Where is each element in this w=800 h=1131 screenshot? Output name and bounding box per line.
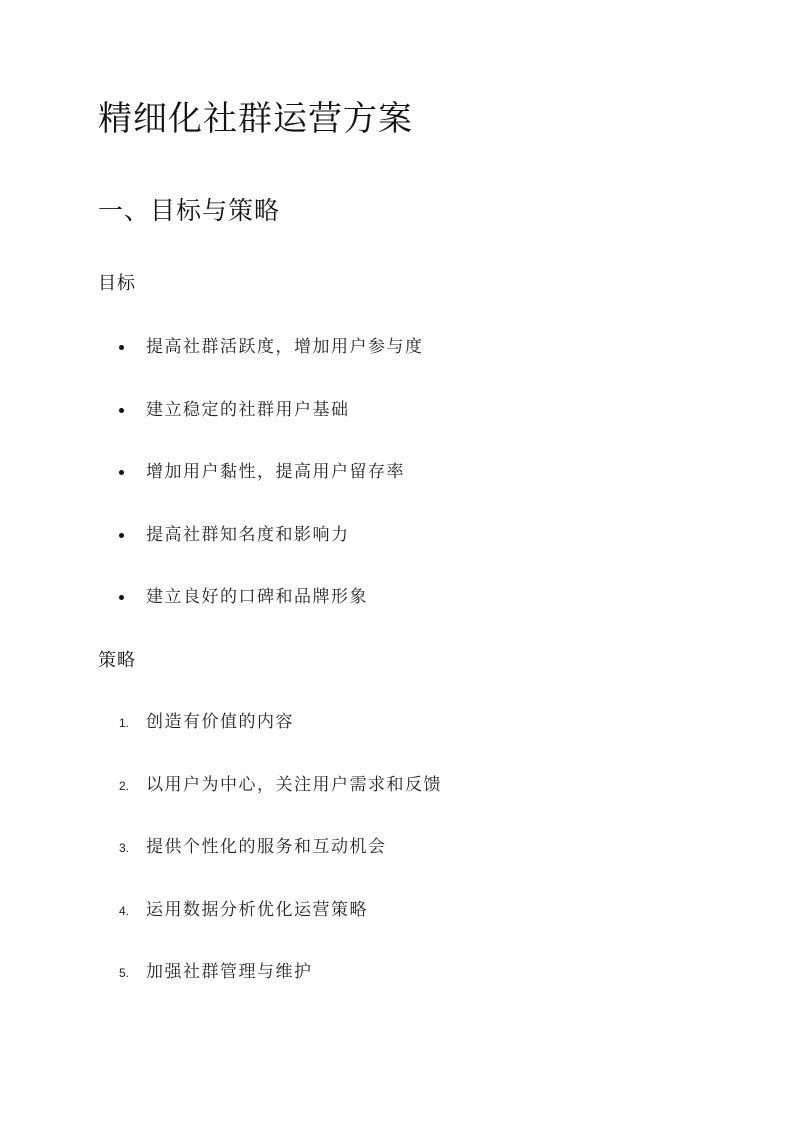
document-title: 精细化社群运营方案	[98, 99, 413, 139]
goals-heading: 目标	[98, 273, 136, 294]
strategy-text: 运用数据分析优化运营策略	[146, 899, 368, 920]
list-item	[0, 458, 800, 521]
bullet-icon	[119, 345, 124, 350]
strategy-heading: 策略	[98, 650, 136, 671]
strategy-text: 以用户为中心，关注用户需求和反馈	[146, 774, 442, 795]
bullet-icon	[119, 470, 124, 475]
list-item	[0, 833, 800, 896]
item-number: 1.	[119, 716, 130, 730]
list-item	[0, 333, 800, 396]
list-item	[0, 521, 800, 584]
list-item	[0, 396, 800, 459]
goal-text: 建立良好的口碑和品牌形象	[146, 587, 368, 607]
item-number: 4.	[119, 903, 130, 918]
goal-text: 增加用户黏性，提高用户留存率	[146, 462, 405, 482]
list-item	[0, 896, 800, 959]
bullet-icon	[119, 408, 124, 413]
bullet-icon	[119, 533, 124, 538]
list-item	[0, 771, 800, 834]
goal-text: 提高社群知名度和影响力	[146, 524, 350, 545]
bullet-icon	[119, 595, 124, 600]
strategy-text: 加强社群管理与维护	[146, 962, 313, 982]
section-title: 一、目标与策略	[98, 196, 281, 225]
goals-list	[0, 333, 800, 646]
item-number: 5.	[119, 966, 130, 980]
item-number: 2.	[119, 778, 130, 793]
goal-text: 提高社群活跃度，增加用户参与度	[146, 337, 424, 357]
strategy-text: 创造有价值的内容	[146, 712, 294, 732]
list-item	[0, 708, 800, 771]
list-item	[0, 958, 800, 1021]
list-item	[0, 583, 800, 646]
strategy-list	[0, 708, 800, 1021]
goal-text: 建立稳定的社群用户基础	[146, 399, 350, 420]
item-number: 3.	[119, 841, 130, 855]
strategy-text: 提供个性化的服务和互动机会	[146, 837, 387, 857]
